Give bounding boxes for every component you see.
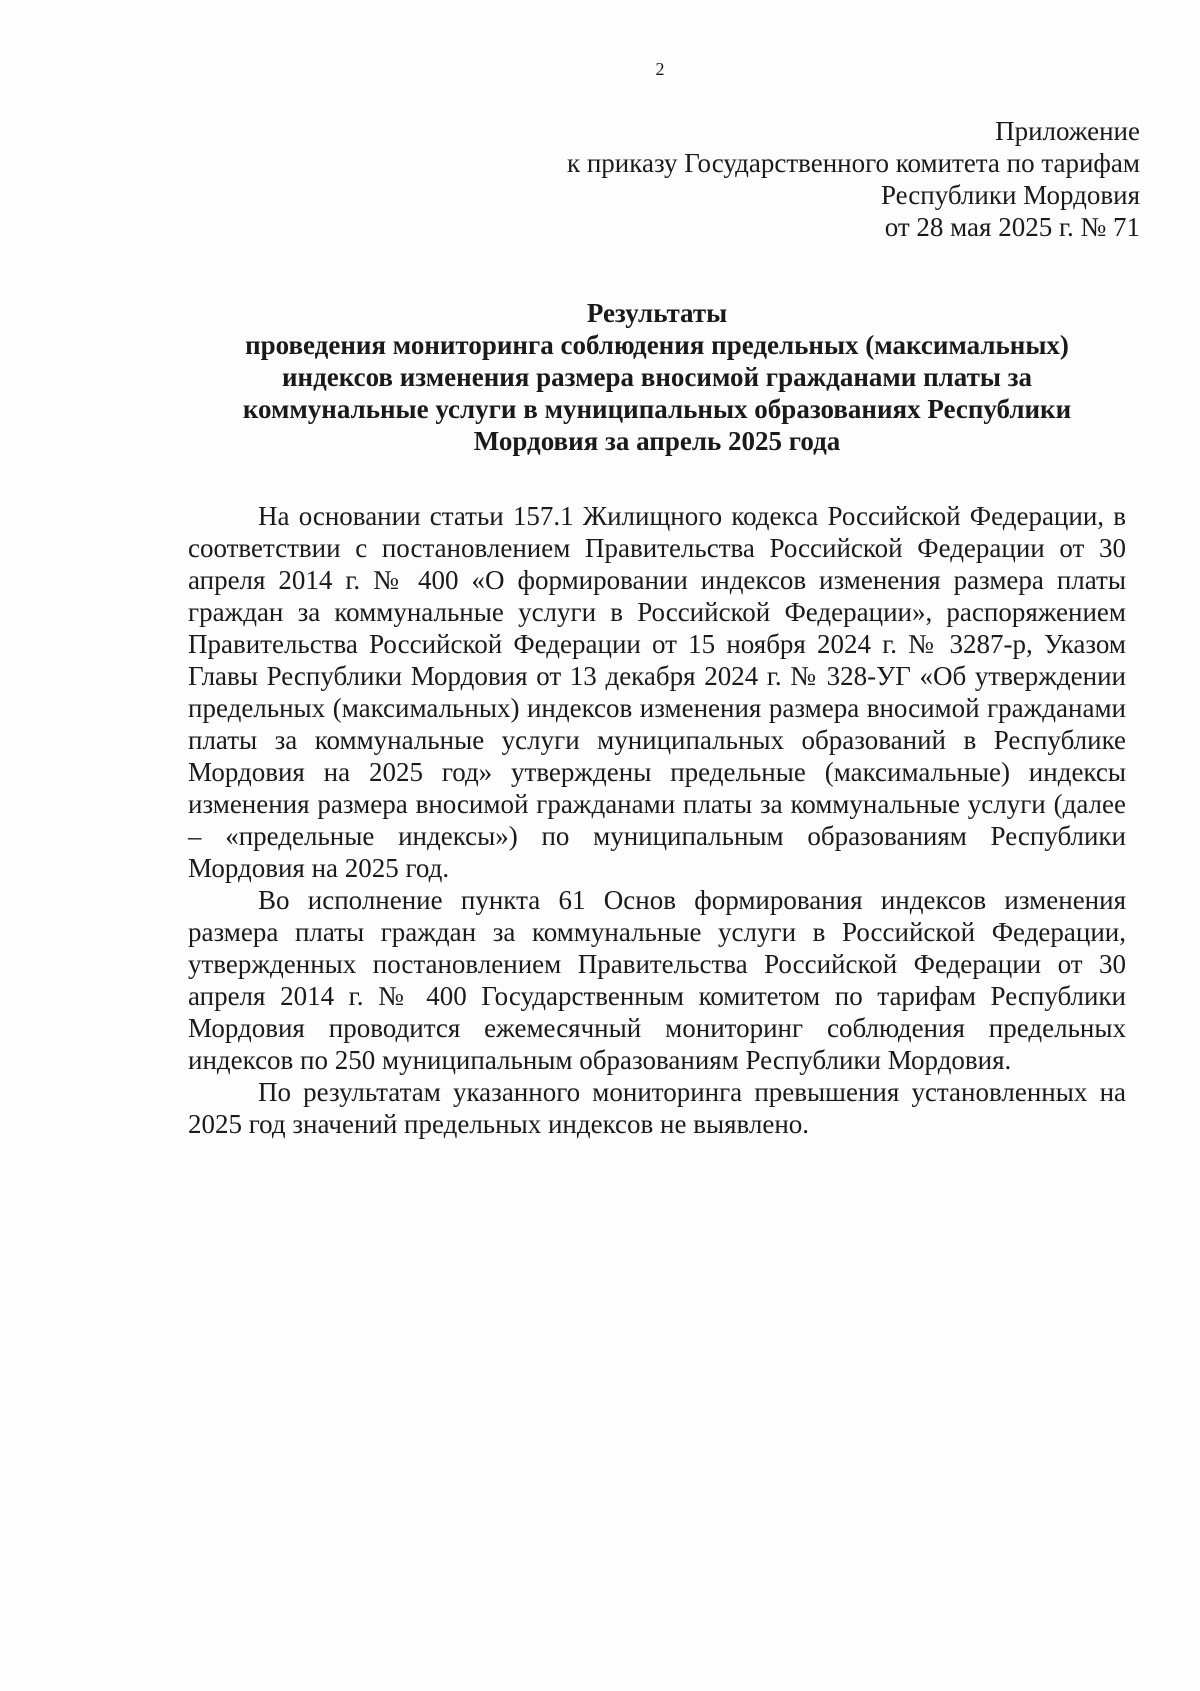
appendix-line: от 28 мая 2025 г. № 71: [884, 212, 1140, 242]
title-line: Результаты: [586, 298, 728, 328]
title-line: коммунальные услуги в муниципальных образованиях Республики: [242, 394, 1072, 424]
page-number: 2: [655, 59, 665, 79]
appendix-line: Приложение: [995, 116, 1140, 146]
title-line: индексов изменения размера вносимой гражданами платы за: [281, 362, 1033, 392]
document-body: [188, 500, 1126, 1140]
appendix-header: [440, 115, 1140, 243]
body-paragraph: Во исполнение пункта 61 Основ формирования индексов изменения размера платы граждан за коммунальные услуги в Российской Федерации, утвержденных постановлением Правительства Российской Федерации от 30 апреля 2014 г. № 400 Государственным комитетом по тарифам Республики Мордовия проводится ежемесячный мониторинг соблюдения предельных индексов по 250 муниципальным образованиям Республики Мордовия.: [188, 885, 1126, 1075]
title-line: Мордовия за апрель 2025 года: [473, 426, 841, 456]
body-paragraph: На основании статьи 157.1 Жилищного кодекса Российской Федерации, в соответствии с постановлением Правительства Российской Федерации от 30 апреля 2014 г. № 400 «О формировании индексов изменения размера платы граждан за коммунальные услуги в Российской Федерации», распоряжением Правительства Российской Федерации от 15 ноября 2024 г. № 3287-р, Указом Главы Республики Мордовия от 13 декабря 2024 г. № 328-УГ «Об утверждении предельных (максимальных) индексов изменения размера вносимой гражданами платы за коммунальные услуги муниципальных образований в Республике Мордовия на 2025 год» утверждены предельные (максимальные) индексы изменения размера вносимой гражданами платы за коммунальные услуги (далее – «предельные индексы») по муниципальным образованиям Республики Мордовия на 2025 год.: [188, 501, 1126, 883]
appendix-line: к приказу Государственного комитета по тарифам: [566, 148, 1140, 178]
appendix-line: Республики Мордовия: [880, 180, 1140, 210]
title-line: проведения мониторинга соблюдения предельных (максимальных): [245, 330, 1069, 360]
document-title: [188, 297, 1126, 457]
body-paragraph: По результатам указанного мониторинга превышения установленных на 2025 год значений предельных индексов не выявлено.: [188, 1077, 1126, 1139]
